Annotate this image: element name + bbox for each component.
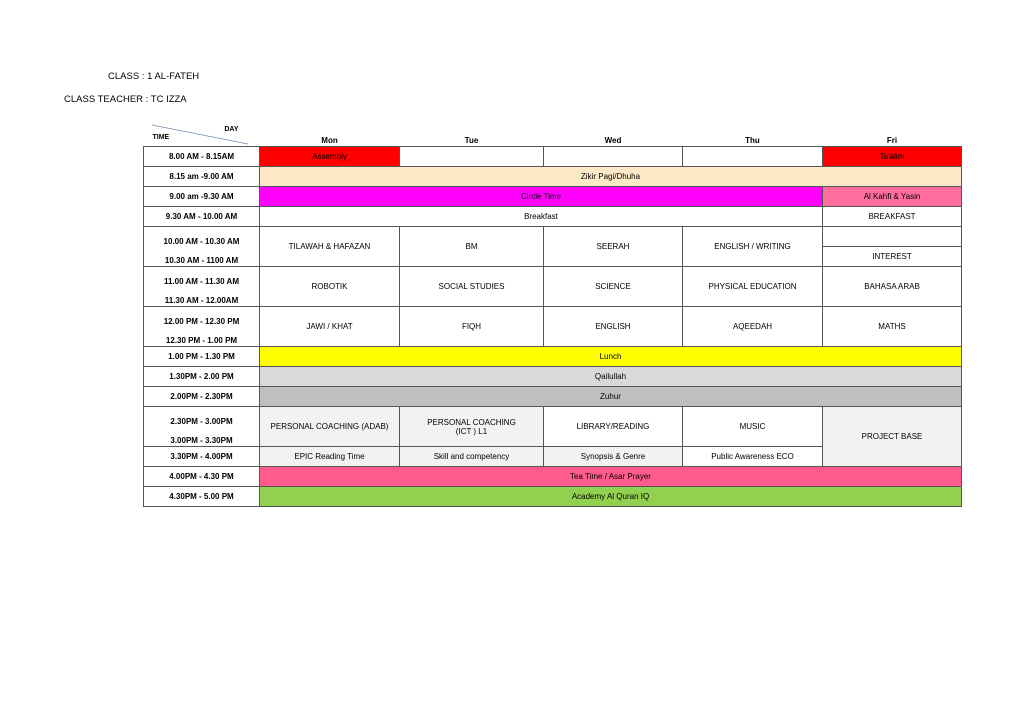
wed-library-cell: LIBRARY/READING <box>544 407 683 447</box>
corner-time-label: TIME <box>152 134 170 141</box>
day-header-fri: Fri <box>886 136 898 145</box>
day-header-wed: Wed <box>604 136 622 145</box>
time-slot: 11.30 AM - 12.00AM <box>144 287 260 307</box>
time-slot: 4.00PM - 4.30 PM <box>144 467 260 487</box>
fri-interest-cell: INTEREST <box>823 247 962 267</box>
tue-coaching-line1: PERSONAL COACHING <box>427 417 516 427</box>
time-slot: 10.30 AM - 1100 AM <box>144 247 260 267</box>
thu-public-cell: Public Awareness ECO <box>683 447 823 467</box>
table-row <box>144 207 962 227</box>
time-slot: 3.00PM - 3.30PM <box>144 427 260 447</box>
time-slot: 4.30PM - 5.00 PM <box>144 487 260 507</box>
empty-cell <box>544 147 683 167</box>
mon-epic-cell: EPIC Reading Time <box>260 447 400 467</box>
time-slot: 2.00PM - 2.30PM <box>144 387 260 407</box>
table-row <box>144 267 962 287</box>
tue-coaching-line2: (ICT ) L1 <box>455 426 488 436</box>
tue-coaching-cell <box>400 407 544 447</box>
fri-taalim-cell: Ta'alim <box>823 147 962 167</box>
mon-assembly-cell: Assembly <box>260 147 400 167</box>
table-row <box>144 167 962 187</box>
fri-kahfi-cell: Al Kahfi & Yasin <box>823 187 962 207</box>
day-header-mon: Mon <box>321 136 338 145</box>
thu-pe-cell: PHYSICAL EDUCATION <box>683 267 823 307</box>
wed-science-cell: SCIENCE <box>544 267 683 307</box>
tue-social-cell: SOCIAL STUDIES <box>400 267 544 307</box>
thu-english-writing-cell: ENGLISH / WRITING <box>683 227 823 267</box>
table-row <box>144 407 962 427</box>
day-header-row <box>144 124 962 147</box>
qailullah-cell: Qailullah <box>260 367 962 387</box>
table-row <box>144 467 962 487</box>
breakfast-cell: Breakfast <box>260 207 823 227</box>
time-slot: 8.00 AM - 8.15AM <box>144 147 260 167</box>
table-row <box>144 227 962 247</box>
empty-cell <box>823 227 962 247</box>
day-header-thu: Thu <box>745 136 760 145</box>
table-row <box>144 307 962 327</box>
time-slot: 3.30PM - 4.00PM <box>144 447 260 467</box>
empty-cell <box>683 147 823 167</box>
zuhur-cell: Zuhur <box>260 387 962 407</box>
corner-day-label: DAY <box>224 126 239 133</box>
thu-aqeedah-cell: AQEEDAH <box>683 307 823 347</box>
mon-jawi-cell: JAWI / KHAT <box>260 307 400 347</box>
table-row <box>144 487 962 507</box>
time-slot: 1.30PM - 2.00 PM <box>144 367 260 387</box>
class-label: CLASS : 1 AL-FATEH <box>108 71 200 82</box>
fri-bahasa-arab-cell: BAHASA ARAB <box>823 267 962 307</box>
table-row <box>144 347 962 367</box>
tue-fiqh-cell: FIQH <box>400 307 544 347</box>
tue-bm-cell: BM <box>400 227 544 267</box>
mon-coaching-cell: PERSONAL COACHING (ADAB) <box>260 407 400 447</box>
day-header-tue: Tue <box>464 136 479 145</box>
lunch-cell: Lunch <box>260 347 962 367</box>
table-row <box>144 187 962 207</box>
time-slot: 2.30PM - 3.00PM <box>144 407 260 427</box>
corner-cell <box>144 124 260 147</box>
table-row <box>144 387 962 407</box>
time-slot: 12.00 PM - 12.30 PM <box>144 307 260 327</box>
fri-project-cell: PROJECT BASE <box>823 407 962 467</box>
timetable <box>143 124 962 507</box>
table-row <box>144 147 962 167</box>
wed-english-cell: ENGLISH <box>544 307 683 347</box>
class-teacher-label: CLASS TEACHER : TC IZZA <box>64 94 187 105</box>
time-slot: 10.00 AM - 10.30 AM <box>144 227 260 247</box>
tea-time-cell: Tea Time / Asar Prayer <box>260 467 962 487</box>
wed-seerah-cell: SEERAH <box>544 227 683 267</box>
thu-music-cell: MUSIC <box>683 407 823 447</box>
zikir-cell: Zikir Pagi/Dhuha <box>260 167 962 187</box>
wed-synopsis-cell: Synopsis & Genre <box>544 447 683 467</box>
tue-skill-cell: Skill and competency <box>400 447 544 467</box>
time-slot: 9.30 AM - 10.00 AM <box>144 207 260 227</box>
circle-time-cell: Circle Time <box>260 187 823 207</box>
time-slot: 12.30 PM - 1.00 PM <box>144 327 260 347</box>
mon-tilawah-cell: TILAWAH & HAFAZAN <box>260 227 400 267</box>
fri-maths-cell: MATHS <box>823 307 962 347</box>
time-slot: 11.00 AM - 11.30 AM <box>144 267 260 287</box>
time-slot: 9.00 am -9.30 AM <box>144 187 260 207</box>
table-row <box>144 367 962 387</box>
time-slot: 1.00 PM - 1.30 PM <box>144 347 260 367</box>
academy-cell: Academy Al Quran IQ <box>260 487 962 507</box>
fri-breakfast-cell: BREAKFAST <box>823 207 962 227</box>
time-slot: 8.15 am -9.00 AM <box>144 167 260 187</box>
empty-cell <box>400 147 544 167</box>
mon-robotik-cell: ROBOTIK <box>260 267 400 307</box>
